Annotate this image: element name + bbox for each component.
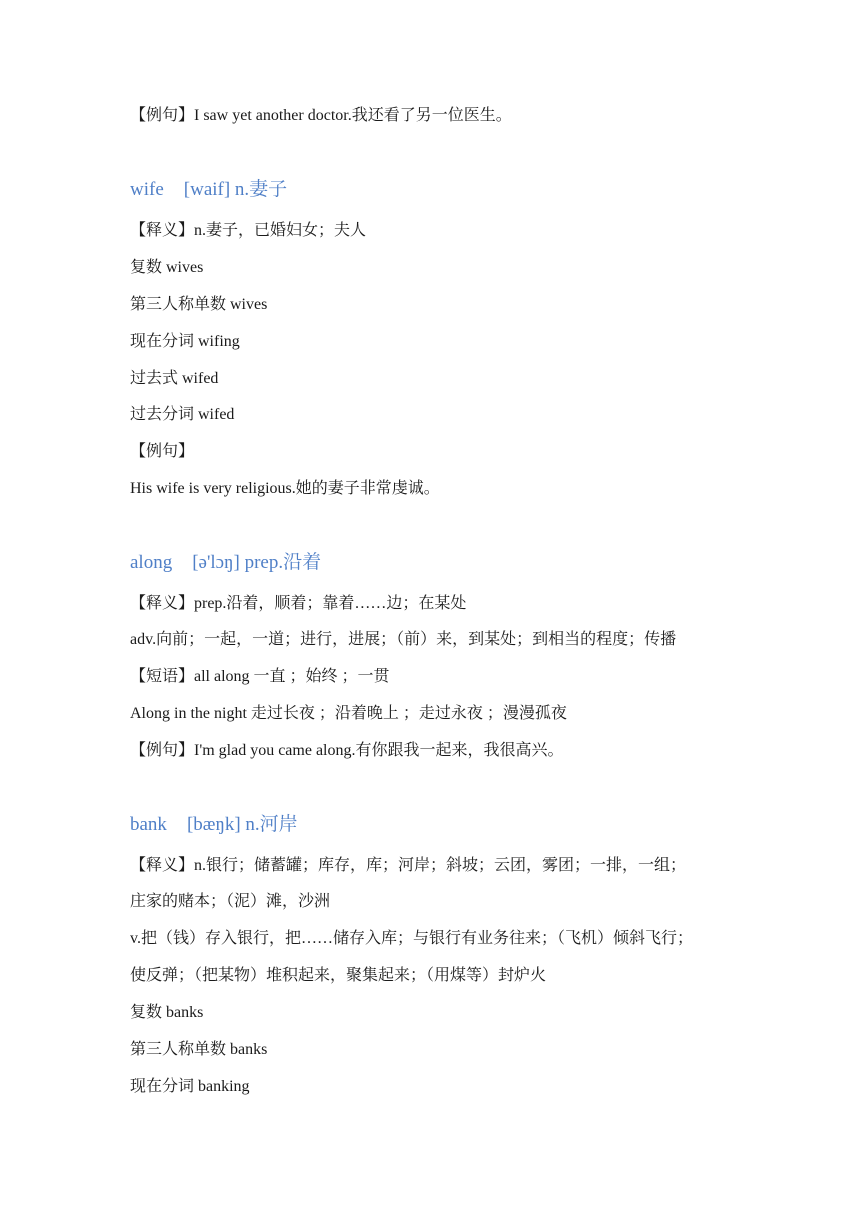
inflection-line: 过去式 wifed bbox=[130, 370, 219, 387]
definition-line: 【释义】n.妻子，已婚妇女；夫人 bbox=[130, 222, 367, 239]
headword-bank bbox=[130, 813, 298, 837]
definition-line: v.把（钱）存入银行，把……储存入库；与银行有业务往来；（飞机）倾斜飞行； bbox=[130, 930, 693, 947]
pronunciation-pos: [bæŋk] n.河岸 bbox=[186, 814, 298, 835]
phrase-line: Along in the night 走过长夜 ；沿着晚上 ；走过永夜 ；漫漫孤夜 bbox=[130, 705, 567, 722]
definition-line: 使反弹；（把某物）堆积起来，聚集起来；（用煤等）封炉火 bbox=[130, 967, 547, 984]
pronunciation-pos: [waif] n.妻子 bbox=[183, 179, 288, 200]
inflection-line: 现在分词 banking bbox=[130, 1078, 250, 1095]
example-label: 【例句】 bbox=[130, 443, 195, 460]
inflection-line: 现在分词 wifing bbox=[130, 333, 240, 350]
inflection-line: 第三人称单数 wives bbox=[130, 296, 268, 313]
headword-text: along bbox=[130, 552, 173, 573]
definition-line: adv.向前；一起，一道；进行，进展；（前）来，到某处；到相当的程度；传播 bbox=[130, 631, 677, 648]
headword-wife bbox=[130, 178, 287, 202]
phrase-line: 【短语】all along 一直 ；始终 ；一贯 bbox=[130, 668, 390, 685]
definition-line: 【释义】n.银行；储蓄罐；库存，库；河岸；斜坡；云团，雾团；一排，一组； bbox=[130, 857, 687, 874]
inflection-line: 第三人称单数 banks bbox=[130, 1041, 268, 1058]
headword-text: wife bbox=[130, 179, 164, 200]
example-sentence: 【例句】I'm glad you came along.有你跟我一起来，我很高兴。 bbox=[130, 742, 564, 759]
headword-along bbox=[130, 551, 321, 575]
example-sentence: 【例句】I saw yet another doctor.我还看了另一位医生。 bbox=[130, 107, 512, 124]
example-sentence: His wife is very religious.她的妻子非常虔诚。 bbox=[130, 480, 440, 497]
definition-line: 庄家的赌本；（泥）滩，沙洲 bbox=[130, 893, 331, 910]
inflection-line: 复数 banks bbox=[130, 1004, 204, 1021]
pronunciation-pos: [ə'lɔŋ] prep.沿着 bbox=[192, 552, 322, 573]
inflection-line: 复数 wives bbox=[130, 259, 204, 276]
headword-text: bank bbox=[130, 814, 167, 835]
definition-line: 【释义】prep.沿着，顺着；靠着……边；在某处 bbox=[130, 595, 467, 612]
inflection-line: 过去分词 wifed bbox=[130, 406, 235, 423]
